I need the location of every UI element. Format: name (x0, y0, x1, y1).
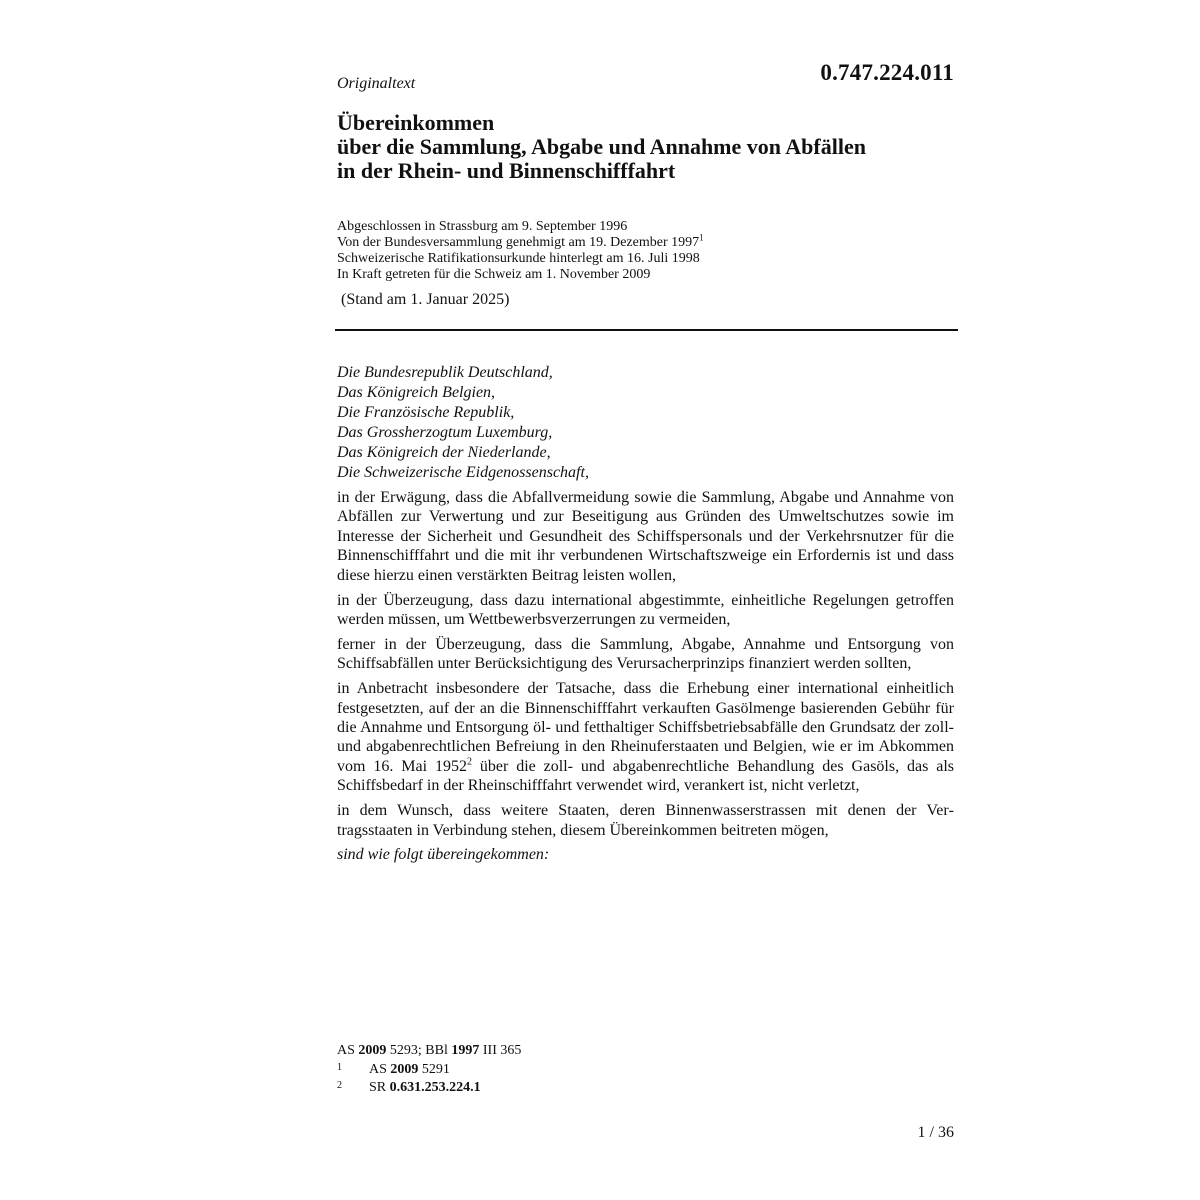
footnote-1-number: 1 (337, 1062, 342, 1073)
party-belgium: Das Königreich Belgien, (337, 384, 496, 401)
contracting-parties (337, 363, 589, 483)
meta-concluded: Abgeschlossen in Strassburg am 9. September 1996 (337, 219, 628, 234)
party-luxembourg: Das Grossherzogtum Luxemburg, (337, 424, 553, 441)
preamble-closing: sind wie folgt übereingekommen: (337, 846, 550, 864)
footnote-ref-1[interactable]: 1 (699, 232, 704, 243)
preamble-paragraph-3: ferner in der Überzeugung, dass die Sammlung, Abgabe, Annahme und Entsorgung von Schiffsabfällen unter Berücksichtigung des Verursacherprinzips finanziert werden sollten, (337, 635, 954, 673)
preamble (337, 488, 954, 865)
preamble-paragraph-1: in der Erwägung, dass die Abfallvermeidung sowie die Sammlung, Abgabe und Annahme von Abfällen zur Verwertung und zur Beseitigung aus Gründen des Umweltschutzes sowie im Interesse der Sicherheit und Gesundheit des Schiffspersonals und der Verkehrsnutzer für die Binnenschifffahrt und die mit ihr verbundenen Wirtschaftszweige ein Erfordernis ist und dass diese hierzu einen verstärkten Beitrag leisten wollen, (337, 489, 954, 584)
meta-ratification: Schweizerische Ratifikationsurkunde hinterlegt am 16. Juli 1998 (337, 251, 700, 266)
title-line-3: in der Rhein- und Binnenschifffahrt (337, 158, 676, 183)
meta-approved-text: Von der Bundesversammlung genehmigt am 19. Dezember 1997 (337, 235, 700, 250)
document-title (337, 111, 977, 183)
footnote-1: 1 AS 2009 5291 (337, 1062, 450, 1077)
status-date: (Stand am 1. Januar 2025) (341, 291, 510, 308)
preamble-paragraph-2: in der Überzeugung, dass dazu international abgestimmte, einheitliche Regelungen getroffen werden müssen, um Wettbewerbsverzerrungen zu vermeiden, (337, 591, 954, 628)
footnote-2: 2 SR 0.631.253.224.1 (337, 1080, 481, 1095)
preamble-paragraph-5: in dem Wunsch, dass weitere Staaten, deren Binnenwasserstrassen mit denen der Vertragsstaaten in Verbindung stehen, diesem Übereinkommen beitreten mögen, (337, 802, 954, 839)
source-reference: AS 2009 5293; BBl 1997 III 365 (337, 1043, 522, 1058)
page-number: 1 / 36 (917, 1124, 954, 1141)
party-netherlands: Das Königreich der Niederlande, (337, 444, 551, 461)
sr-number: 0.747.224.011 (820, 60, 954, 85)
title-line-2: über die Sammlung, Abgabe und Annahme von Abfällen (337, 134, 866, 159)
party-germany: Die Bundesrepublik Deutschland, (337, 364, 553, 381)
preamble-paragraph-4-part-2: über die zoll- und abgabenrechtliche Behandlung des Gasöls, das als Schiffsbedarf in der Rheinschifffahrt verwendet wird, verankert ist, nicht verletzt, (337, 757, 955, 795)
preamble-paragraph-4 (337, 679, 954, 795)
meta-in-force: In Kraft getreten für die Schweiz am 1. November 2009 (337, 267, 651, 282)
footnote-2-link[interactable]: 0.631.253.224.1 (389, 1080, 481, 1095)
footnote-ref-2[interactable]: 2 (466, 756, 472, 768)
title-line-1: Übereinkommen (337, 110, 495, 135)
document-metadata (337, 219, 977, 283)
original-text-label: Originaltext (337, 75, 416, 92)
party-france: Die Französische Republik, (337, 404, 515, 421)
meta-approved (337, 232, 977, 251)
header-divider (335, 329, 958, 331)
party-switzerland: Die Schweizerische Eidgenossenschaft, (337, 464, 589, 481)
preamble-paragraph-4-part-1: in Anbetracht insbesondere der Tatsache, dass die Erhebung einer international einheitlich festgesetzten, auf der an die Binnenschifffahrt verkauften Gasölmenge basierenden Gebühr für die Annahme und Entsorgung öl- und fetthaltiger Schiffsbetriebsabfälle den Grundsatz der zoll- und abgabenrechtlichen Befreiung in den Rheinuferstaaten und Belgien, wie er im Abkommen vom 16. Mai 1952 (337, 680, 954, 775)
footnote-2-number: 2 (337, 1080, 342, 1091)
